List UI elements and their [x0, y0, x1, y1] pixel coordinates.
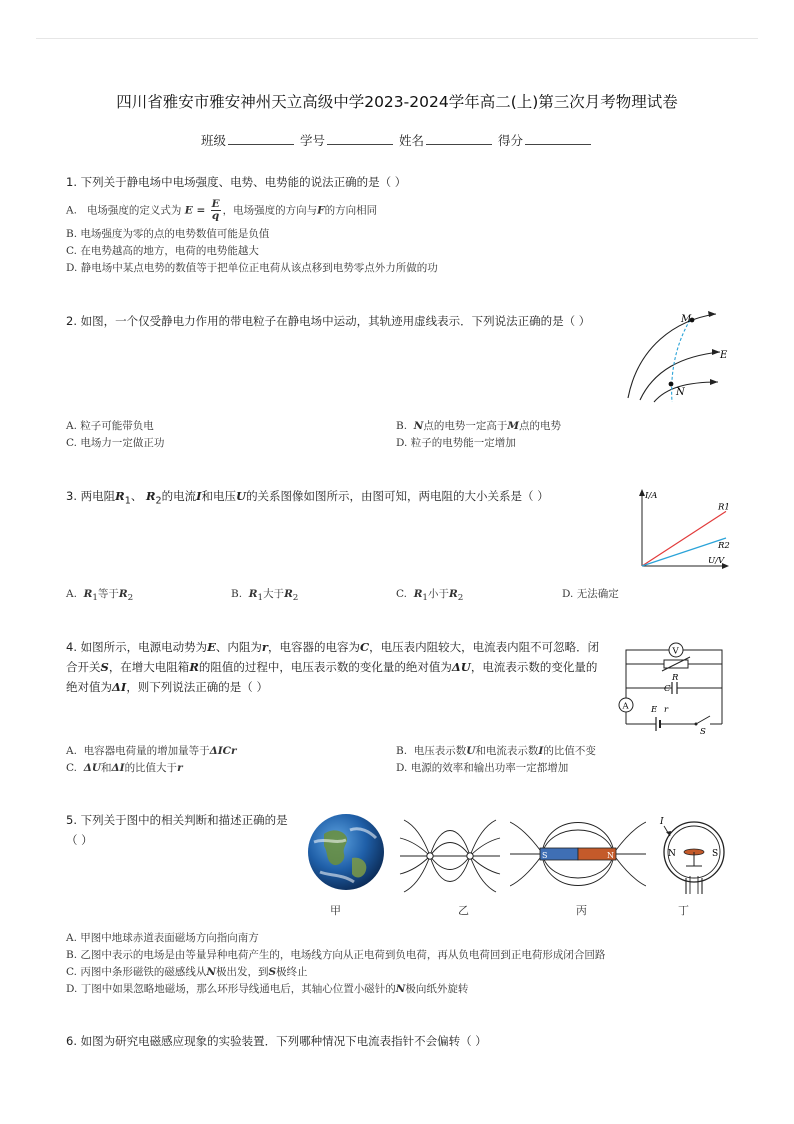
y-axis-label: I/A — [645, 491, 658, 501]
page-top-rule — [36, 38, 758, 39]
switch-icon — [696, 716, 710, 724]
svg-text:N: N — [676, 387, 685, 398]
q2-stem: 2. 如图，一个仅受静电力作用的带电粒子在静电场中运动，其轨迹用虚线表示．下列说法正确的是（ ） — [66, 314, 591, 328]
svg-text:r: r — [664, 705, 669, 715]
q5-option-a[interactable]: A. 甲图中地球赤道表面磁场方向指向南方 — [66, 932, 259, 944]
q5-stem: 5. 下列关于图中的相关判断和描述正确的是 （ ） — [66, 813, 288, 847]
field-line-bottom — [654, 382, 718, 402]
student-info-line — [0, 131, 794, 149]
q4-option-b[interactable]: B. 电压表示数U和电流表示数I的比值不变 — [396, 745, 596, 757]
q2-option-d[interactable]: D. 粒子的电势能一定增加 — [396, 437, 516, 449]
q5-bar-magnet-figure — [510, 812, 646, 896]
exam-title: 四川省雅安市雅安神州天立高级中学2023-2024学年高二(上)第三次月考物理试卷 — [116, 93, 678, 111]
q2-field-figure — [620, 302, 732, 406]
charge-left-icon — [427, 853, 433, 859]
q5-charges-field-figure — [398, 818, 502, 894]
q5-option-b[interactable]: B. 乙图中表示的电场是由等量异种电荷产生的，电场线方向从正电荷到负电荷，再从负电荷回到正电荷形成闭合回路 — [66, 949, 606, 961]
caption-jia: 甲 — [330, 904, 341, 917]
caption-bing: 丙 — [576, 904, 587, 917]
series-label-r2: R2 — [718, 541, 730, 551]
q1-fraction: $\frac{E}{q}$ — [211, 198, 220, 222]
q1-stem: 1. 下列关于静电场中电场强度、电势、电势能的说法正确的是（ ） — [66, 175, 407, 189]
q4-circuit-figure — [616, 636, 728, 734]
svg-text:M: M — [681, 314, 692, 325]
charge-right-icon — [467, 853, 473, 859]
q4-option-c[interactable]: C. ΔU和ΔI的比值大于r — [66, 762, 183, 774]
q2-option-b[interactable]: B. N点的电势一定高于M点的电势 — [396, 420, 561, 432]
q1-option-a[interactable]: A. 电场强度的定义式为 E = $\frac{E}{q}$ ，电场强度的方向与F的方向相同 — [66, 198, 378, 222]
q3-stem: 3. 两电阻$R_1$、 $R_2$的电流I和电压U的关系图像如图所示，由图可知，两电阻的大小关系是（ ） — [66, 489, 549, 507]
q4-option-d[interactable]: D. 电源的效率和输出功率一定都增加 — [396, 762, 569, 774]
q3-iu-chart — [632, 486, 732, 574]
q1-option-c[interactable]: C. 在电势越高的地方，电荷的电势能越大 — [66, 245, 259, 257]
x-axis-label: U/V — [708, 556, 725, 566]
caption-ding: 丁 — [678, 904, 689, 917]
name-label: 姓名 — [398, 133, 424, 148]
series-label-r1: R1 — [718, 502, 730, 513]
svg-text:C: C — [664, 684, 671, 694]
ring-label-s: S — [712, 849, 719, 859]
svg-text:V: V — [672, 646, 679, 657]
q2-option-c[interactable]: C. 电场力一定做正功 — [66, 437, 165, 449]
q3-option-a[interactable]: A. $R_1$等于$R_2$ — [66, 588, 134, 604]
svg-text:R: R — [672, 673, 679, 683]
q5-option-c[interactable]: C. 丙图中条形磁铁的磁感线从N极出发，到S极终止 — [66, 966, 308, 978]
ring-label-n: N — [668, 849, 676, 859]
q2-option-a[interactable]: A. 粒子可能带负电 — [66, 420, 154, 432]
point-n — [669, 382, 674, 387]
q4-stem: 4. 如图所示，电源电动势为E、内阻为r，电容器的电容为C，电压表内阻较大，电流表内阻不可忽略．闭 合开关S，在增大电阻箱R的阻值的过程中，电压表示数的变化量的绝对值为ΔU，电流表示数的变化量的 绝对值为ΔI，则下列说法正确的是（ ） — [66, 640, 600, 694]
q6-stem: 6. 如图为研究电磁感应现象的实验装置．下列哪种情况下电流表指针不会偏转（ ） — [66, 1034, 487, 1048]
score-label: 得分 — [497, 133, 523, 148]
caption-yi: 乙 — [458, 904, 469, 917]
svg-text:E: E — [651, 705, 658, 715]
q5-ring-current-figure — [656, 814, 728, 896]
q5-option-d[interactable]: D. 丁图中如果忽略地磁场，那么环形导线通电后，其轴心位置小磁针的N极向纸外旋转 — [66, 983, 469, 995]
q1-option-d[interactable]: D. 静电场中某点电势的数值等于把单位正电荷从该点移到电势零点外力所做的功 — [66, 262, 438, 274]
class-label: 班级 — [200, 133, 226, 148]
q3-option-d[interactable]: D. 无法确定 — [562, 588, 619, 600]
svg-text:N: N — [607, 851, 614, 860]
student-number-label: 学号 — [299, 133, 325, 148]
name-blank[interactable] — [426, 132, 492, 145]
q3-option-c[interactable]: C. $R_1$小于$R_2$ — [396, 588, 464, 604]
q1-option-b[interactable]: B. 电场强度为零的点的电势数值可能是负值 — [66, 228, 270, 240]
svg-text:S: S — [542, 851, 548, 860]
score-blank[interactable] — [525, 132, 591, 145]
ring-label-i: I — [660, 817, 664, 827]
q3-option-b[interactable]: B. $R_1$大于$R_2$ — [231, 588, 299, 604]
q4-option-a[interactable]: A. 电容器电荷量的增加量等于ΔICr — [66, 745, 237, 757]
class-blank[interactable] — [228, 132, 294, 145]
student-number-blank[interactable] — [327, 132, 393, 145]
svg-text:S: S — [700, 727, 706, 734]
q5-earth-figure — [306, 812, 386, 892]
svg-text:E: E — [720, 350, 728, 361]
svg-text:A: A — [622, 701, 629, 712]
